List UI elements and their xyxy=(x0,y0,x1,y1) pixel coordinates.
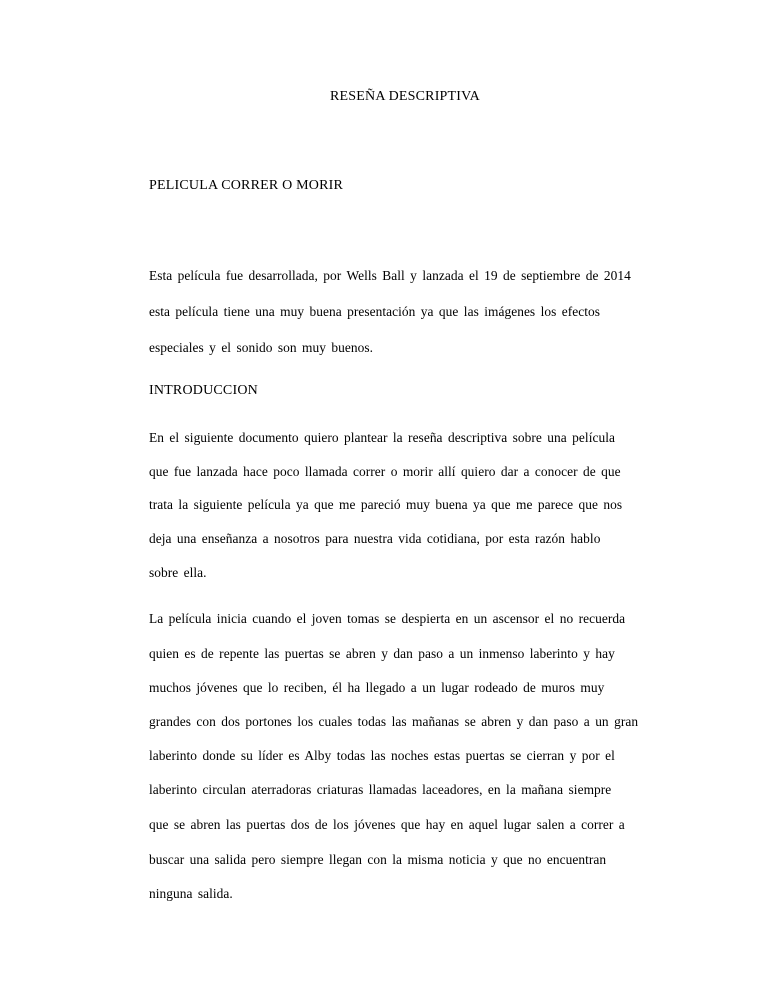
paragraph-line: laberinto donde su líder es Alby todas las noches estas puertas se cierran y por el xyxy=(149,748,615,763)
paragraph-line: buscar una salida pero siempre llegan con la misma noticia y que no encuentran xyxy=(149,852,607,867)
film-heading: PELICULA CORRER O MORIR xyxy=(149,178,344,193)
paragraph-line: deja una enseñanza a nosotros para nuestra vida cotidiana, por esta razón hablo xyxy=(149,531,601,546)
document-title: RESEÑA DESCRIPTIVA xyxy=(330,89,480,104)
paragraph-line: sobre ella. xyxy=(149,565,207,580)
paragraph-line: que se abren las puertas dos de los jóvenes que hay en aquel lugar salen a correr a xyxy=(149,817,625,832)
paragraph-line: que fue lanzada hace poco llamada correr o morir allí quiero dar a conocer de que xyxy=(149,464,621,479)
paragraph-line: muchos jóvenes que lo reciben, él ha llegado a un lugar rodeado de muros muy xyxy=(149,680,605,695)
paragraph-line: especiales y el sonido son muy buenos. xyxy=(149,340,374,355)
paragraph-line: ninguna salida. xyxy=(149,886,233,901)
paragraph-line: grandes con dos portones los cuales todas las mañanas se abren y dan paso a un gran xyxy=(149,714,639,729)
paragraph-line: laberinto circulan aterradoras criaturas llamadas laceadores, en la mañana siempre xyxy=(149,782,612,797)
paragraph-line: esta película tiene una muy buena presentación ya que las imágenes los efectos xyxy=(149,304,601,319)
paragraph-line: quien es de repente las puertas se abren y dan paso a un inmenso laberinto y hay xyxy=(149,646,615,661)
paragraph-line: En el siguiente documento quiero plantear la reseña descriptiva sobre una película xyxy=(149,430,615,445)
paragraph-line: La película inicia cuando el joven tomas se despierta en un ascensor el no recuerda xyxy=(149,611,626,626)
section-heading: INTRODUCCION xyxy=(149,383,258,398)
paragraph-line: Esta película fue desarrollada, por Wells Ball y lanzada el 19 de septiembre de 2014 xyxy=(149,268,631,283)
paragraph-line: trata la siguiente película ya que me pareció muy buena ya que me parece que nos xyxy=(149,497,623,512)
